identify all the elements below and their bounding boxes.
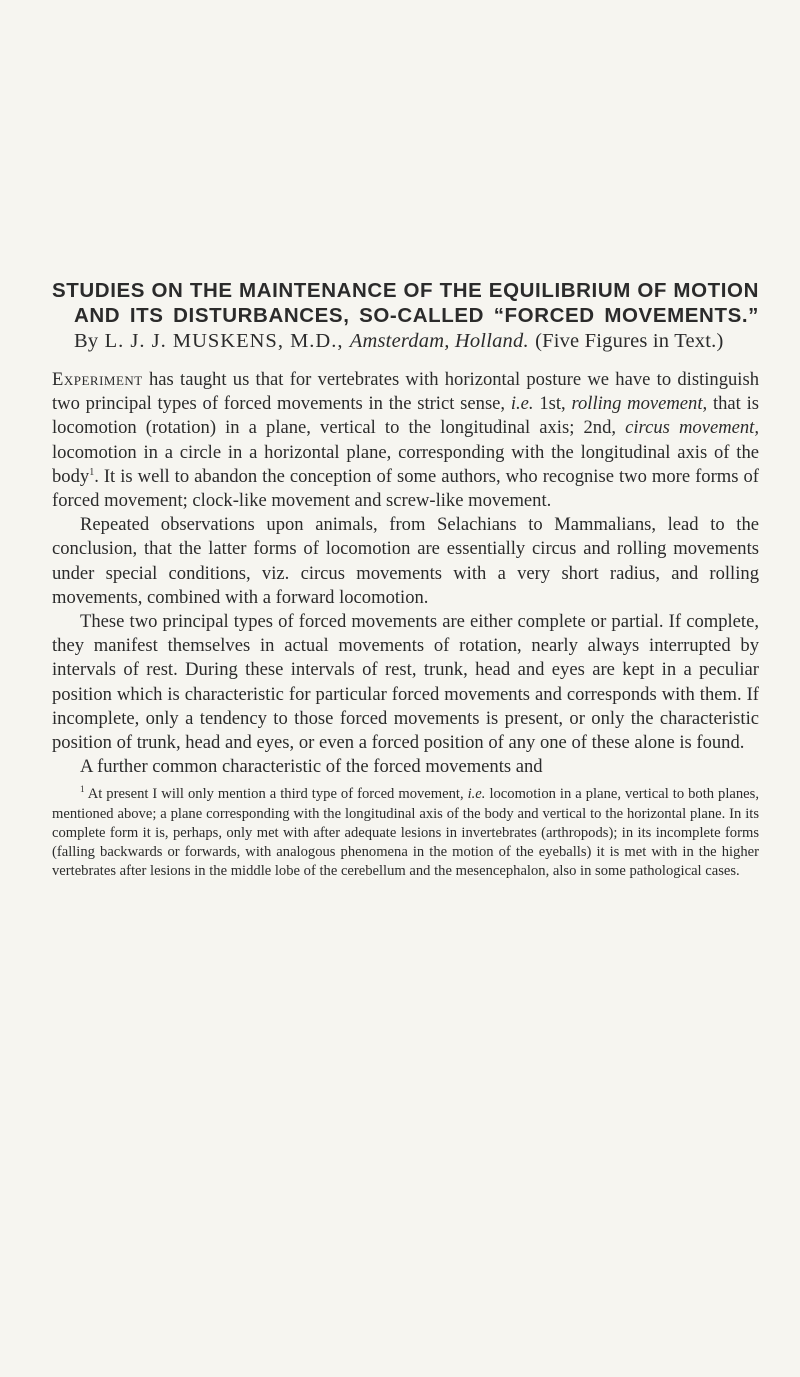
paragraph-1-text-e: . It is well to abandon the conception of some authors, who recognise two more forms of forced movement; clock-like movement and screw-like movement. — [52, 465, 759, 512]
footnote-text-b: locomotion in a plane, vertical to both planes, mentioned above; a plane corresponding with the longitudinal axis of the body and vertical to the horizontal plane. In its complete form it is, perhaps, only met with after adequate lesions in invertebrates (arthropods); in its incomplete forms (falling backwards or forwards, with analogous phenomena in the motion of the eyeballs) it is met with in the higher vertebrates after lesions in the middle lobe of the cerebellum and the mesencephalon, also in some pathological cases. — [52, 786, 759, 880]
paragraph-4: A further common characteristic of the forced movements and — [80, 756, 543, 778]
paragraph-1-text-d: locomotion in a circle in a horizontal plane, corresponding with the longitudinal axis of the body — [52, 441, 759, 487]
byline-label: By — [74, 330, 99, 352]
paragraph-3: These two principal types of forced movements are either complete or partial. If complete, they manifest themselves in actual movements of rotation, nearly always interrupted by intervals of rest. During these intervals of rest, trunk, head and eyes are kept in a peculiar position which is characteristic for particular forced movements and corresponds with them. If incomplete, only a tendency to those forced movements is present, or only the characteristic position of trunk, head and eyes, or even a forced position of any one of these alone is found. — [52, 611, 759, 754]
article-page — [52, 278, 759, 881]
footnote-text-a: At present I will only mention a third type of forced movement, — [84, 786, 468, 803]
figure-count-note: (Five Figures in Text.) — [535, 330, 724, 352]
paragraph-1-text-a: has taught us that for vertebrates with horizontal posture we have to distinguish two principal types of forced movements in the strict sense, — [52, 369, 759, 415]
article-body — [52, 368, 759, 779]
footnote — [52, 785, 759, 881]
footnote-mark: 1 — [80, 784, 85, 795]
lead-word: Experiment — [52, 369, 143, 390]
term-rolling-movement: rolling movement, — [571, 393, 708, 415]
footnote-reference[interactable]: 1 — [89, 466, 95, 478]
title-text: STUDIES ON THE MAINTENANCE OF THE EQUILIBRIUM OF MOTION AND ITS DISTURBANCES, SO-CALLED “FORCED MOVEMENTS.” — [52, 279, 759, 327]
paragraph-1 — [52, 368, 759, 513]
paragraph-2: Repeated observations upon animals, from Selachians to Mammalians, lead to the conclusion, that the latter forms of locomotion are essentially circus and rolling movements under special conditions, viz. circus movements with a very short radius, and rolling movements, combined with a forward locomotion. — [52, 514, 759, 608]
term-circus-movement: circus movement, — [625, 417, 760, 439]
author-location: Amsterdam, Holland. — [349, 330, 529, 352]
ie-abbrev: i.e. — [510, 393, 534, 415]
footnote-ie-abbrev: i.e. — [467, 786, 486, 803]
article-title — [52, 278, 759, 354]
paragraph-1-text-c: that is locomotion (rotation) in a plane, vertical to the longitudinal axis; 2nd, — [52, 393, 759, 439]
paragraph-1-text-b: 1st, — [533, 393, 572, 415]
author-name: L. J. J. MUSKENS, M.D., — [104, 330, 344, 352]
